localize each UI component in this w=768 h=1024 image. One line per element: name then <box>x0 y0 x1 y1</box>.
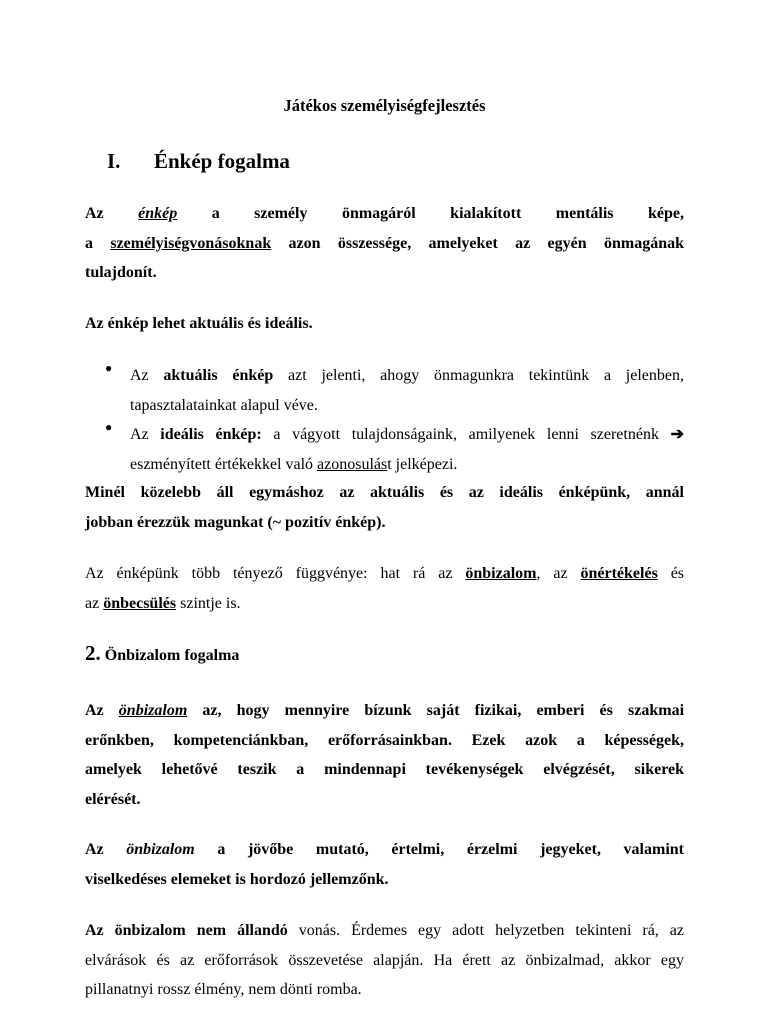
term-onbizalom: önbizalom <box>465 565 537 582</box>
paragraph-factors: Az énképünk több tényező függvénye: hat rá az önbizalom, az önértékelés és az önbecsülés szintje is. <box>85 565 685 612</box>
paragraph-onbizalom-definition: Az önbizalom az, hogy mennyire bízunk saját fizikai, emberi és szakmai erőnkben, kompetenciánkban, erőforrásainkban. Ezek azok a képességek, amelyek lehetővé teszik a mindennapi tevékenységek elvégzését, sikerek elérését. <box>85 702 685 808</box>
paragraph-onbizalom-traits: Az önbizalom a jövőbe mutató, értelmi, érzelmi jegyeket, valamint viselkedéses elemeket is hordozó jellemzőnk. <box>85 841 684 888</box>
section-2-heading <box>85 641 684 666</box>
term-onbizalom-italic-2: önbizalom <box>126 841 195 858</box>
bullet-list <box>85 361 684 479</box>
term-azonosulas: azonosulás <box>317 455 388 473</box>
paragraph-enkep-types: Az énkép lehet aktuális és ideális. <box>85 315 313 332</box>
bullet-icon: ● <box>105 361 113 375</box>
term-onbizalom-italic: önbizalom <box>118 702 188 719</box>
term-szemelyisegvonasok: személyiségvonásoknak <box>110 234 272 252</box>
list-item: ● Az ideális énkép: a vágyott tulajdonságaink, amilyenek lenni szeretnénk ➔ eszményített értékekkel való azonosulást jelképezi. <box>105 420 684 473</box>
paragraph-enkep-definition: Az énkép a személy önmagáról kialakított mentális képe, a személyiségvonásoknak azon összessége, amelyeket az egyén önmagának tulajdonít. <box>85 205 685 281</box>
term-enkep: énkép <box>138 205 178 222</box>
document-title: Játékos személyiségfejlesztés <box>283 96 486 115</box>
term-onertekeles: önértékelés <box>580 565 658 582</box>
section-2-number: 2. <box>85 641 101 665</box>
term-onbecsules: önbecsülés <box>103 594 177 612</box>
section-1-title: Énkép fogalma <box>154 149 290 173</box>
section-2-title: Önbizalom fogalma <box>104 647 240 664</box>
list-item: ● Az aktuális énkép azt jelenti, ahogy önmagunkra tekintünk a jelenben, tapasztalatainkat alapul véve. <box>105 361 684 414</box>
paragraph-closeness: Minél közelebb áll egymáshoz az aktuális és az ideális énképünk, annál jobban érezzük magunkat (~ pozitív énkép). <box>85 484 684 531</box>
arrow-right-icon: ➔ <box>670 426 684 443</box>
paragraph-onbizalom-variable: Az önbizalom nem állandó vonás. Érdemes egy adott helyzetben tekinteni rá, az elvárások és az erőforrások összevetése alapján. Ha érett az önbizalmad, akkor egy pillanatnyi rossz élmény, nem dönti romba. <box>85 922 684 998</box>
section-1-number: I. <box>107 149 121 173</box>
section-1-heading <box>107 147 290 175</box>
bullet-icon: ● <box>105 420 113 434</box>
